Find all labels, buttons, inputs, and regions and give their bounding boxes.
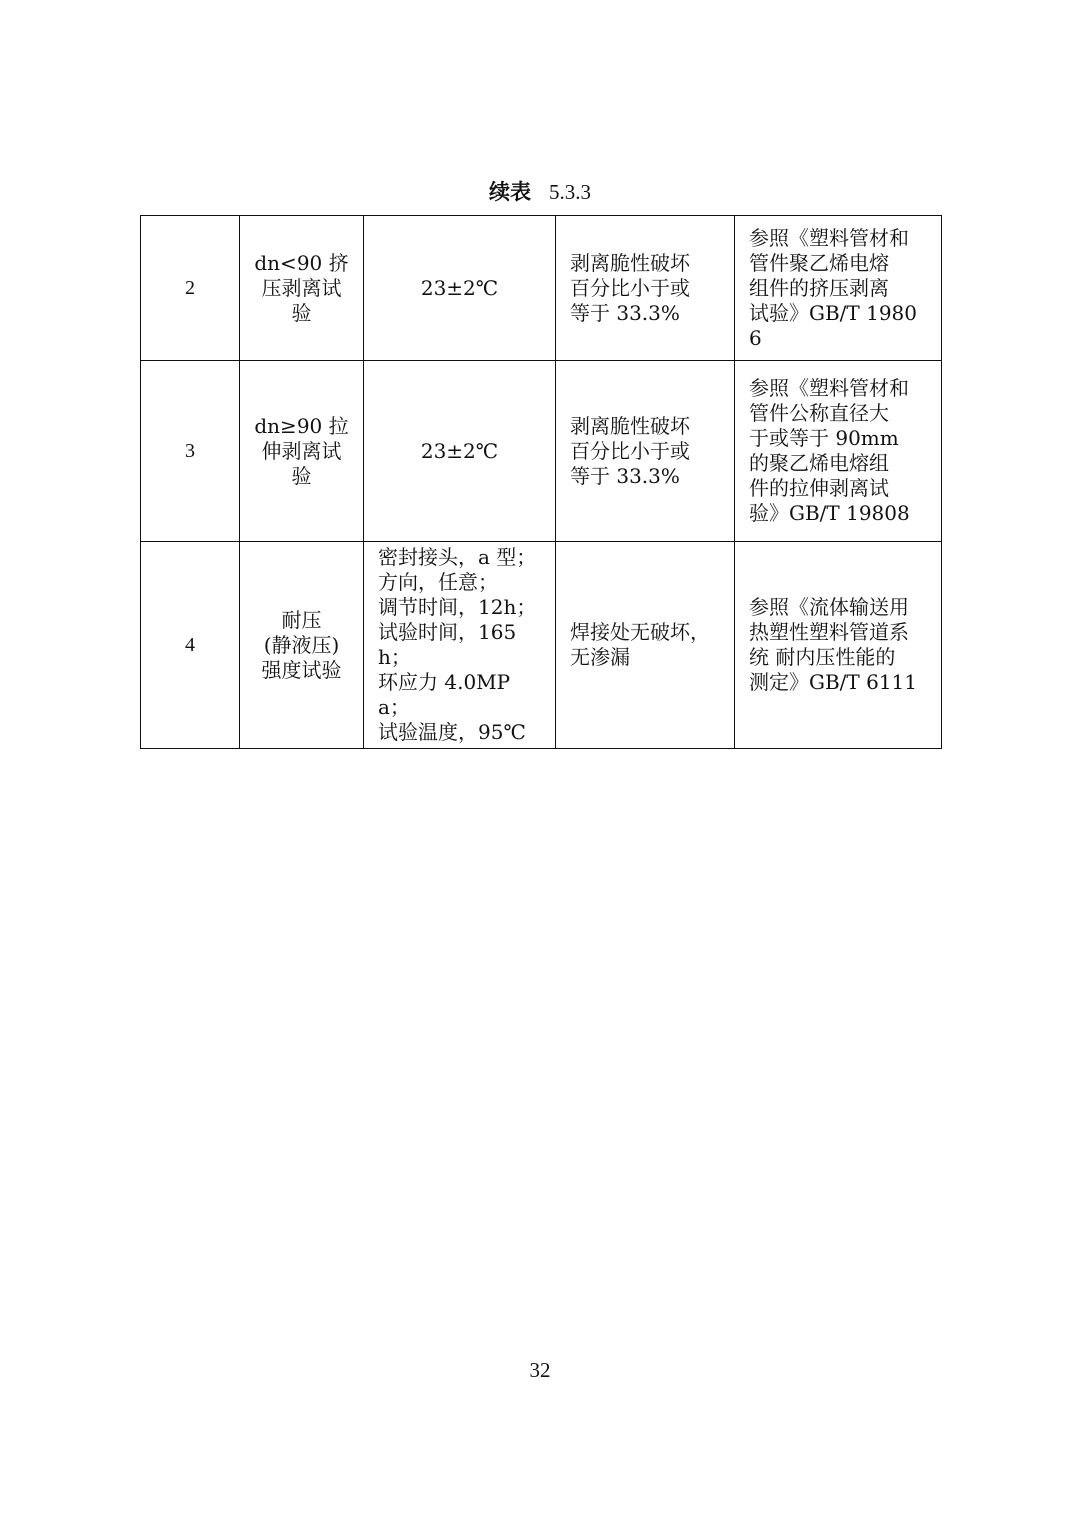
cell-line: 参照《流体输送用 bbox=[749, 595, 909, 619]
caption-number: 5.3.3 bbox=[549, 180, 591, 204]
test-reference bbox=[735, 216, 942, 361]
cell-line: 等于 33.3% bbox=[570, 463, 680, 488]
cell-line: 管件公称直径大 bbox=[749, 401, 889, 425]
test-reference bbox=[735, 542, 942, 749]
cell-line: 参照《塑料管材和 bbox=[749, 376, 909, 400]
cell-line: 试验温度，95℃ bbox=[378, 720, 526, 744]
cell-line: 强度试验 bbox=[261, 657, 342, 682]
caption-label: 续表 bbox=[489, 179, 531, 204]
cell-line: 百分比小于或 bbox=[570, 275, 690, 300]
cell-line: 参照《塑料管材和 bbox=[749, 225, 909, 250]
cell-line: 23±2℃ bbox=[420, 438, 499, 463]
cell-line: 伸剥离试 bbox=[261, 438, 342, 463]
test-item bbox=[240, 542, 364, 749]
row-number: 2 bbox=[141, 216, 240, 361]
cell-line: 的聚乙烯电熔组 bbox=[749, 451, 889, 475]
test-condition bbox=[364, 216, 556, 361]
cell-line: 验 bbox=[291, 463, 312, 488]
cell-line: 调节时间，12h； bbox=[378, 595, 537, 619]
cell-line: 件的拉伸剥离试 bbox=[749, 476, 889, 500]
cell-line: 压剥离试 bbox=[261, 275, 342, 300]
cell-line: 方向，任意； bbox=[378, 570, 498, 594]
cell-line: 统 耐内压性能的 bbox=[749, 645, 896, 669]
cell-line: 耐压 bbox=[281, 607, 322, 632]
cell-line: 百分比小于或 bbox=[570, 438, 690, 463]
row-number: 3 bbox=[141, 361, 240, 542]
cell-line: 验 bbox=[291, 300, 312, 325]
test-item bbox=[240, 216, 364, 361]
cell-line: 23±2℃ bbox=[420, 275, 499, 300]
test-requirement bbox=[556, 361, 735, 542]
cell-line: 剥离脆性破坏 bbox=[570, 250, 690, 275]
cell-line: 试验》GB/T 19806 bbox=[749, 300, 918, 350]
cell-line: 热塑性塑料管道系 bbox=[749, 620, 909, 644]
cell-line: 剥离脆性破坏 bbox=[570, 413, 690, 438]
cell-line: 管件聚乙烯电熔 bbox=[749, 250, 889, 275]
page-number: 32 bbox=[529, 1358, 551, 1382]
cell-line: 验》GB/T 19808 bbox=[749, 501, 910, 525]
cell-line: 试验时间，165h； bbox=[378, 620, 517, 669]
table-row bbox=[141, 542, 942, 749]
cell-line: dn<90 挤 bbox=[254, 250, 349, 275]
cell-line: 组件的挤压剥离 bbox=[749, 275, 889, 300]
test-item bbox=[240, 361, 364, 542]
test-condition bbox=[364, 361, 556, 542]
cell-line: 等于 33.3% bbox=[570, 300, 680, 325]
cell-line: 环应力 4.0MPa； bbox=[378, 670, 511, 719]
cell-line: 密封接头，a 型； bbox=[378, 545, 537, 569]
cell-line: (静液压) bbox=[263, 632, 340, 657]
cell-line: 测定》GB/T 6111 bbox=[749, 670, 918, 694]
table-caption bbox=[0, 178, 1080, 206]
table-row bbox=[141, 361, 942, 542]
cell-line: dn≥90 拉 bbox=[254, 413, 349, 438]
cell-line: 无渗漏 bbox=[570, 645, 630, 669]
test-condition bbox=[364, 542, 556, 749]
cell-line: 焊接处无破坏， bbox=[570, 620, 710, 644]
test-requirement bbox=[556, 542, 735, 749]
cell-line: 于或等于 90mm bbox=[749, 426, 899, 450]
row-number: 4 bbox=[141, 542, 240, 749]
test-requirement bbox=[556, 216, 735, 361]
table-row bbox=[141, 216, 942, 361]
test-reference bbox=[735, 361, 942, 542]
test-spec-table bbox=[140, 215, 942, 749]
